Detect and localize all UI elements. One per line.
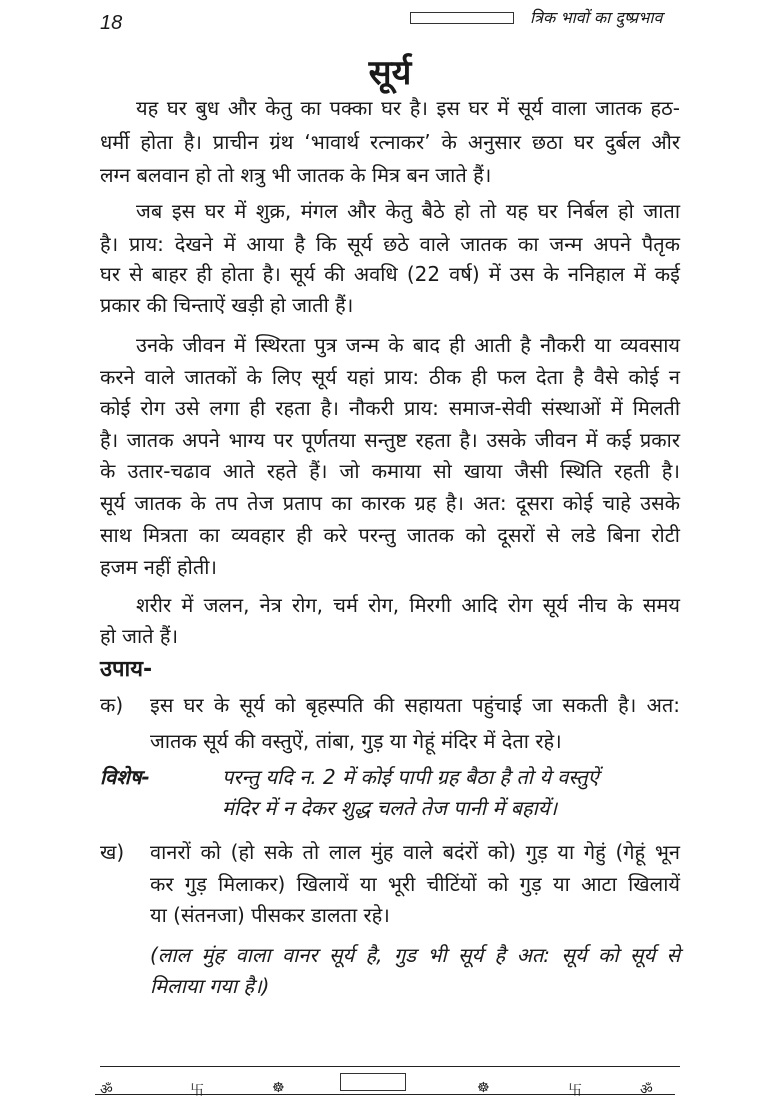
paragraph-line: लग्न बलवान हो तो शत्रु भी जातक के मित्र बन जाते हैं।	[100, 163, 492, 187]
chapter-title: सूर्य	[368, 53, 412, 93]
paragraph-line: हो जाते हैं।	[100, 624, 179, 648]
paragraph-line: है। जातक अपने भाग्य पर पूर्णतया सन्तुष्ट रहता है। उसके जीवन में कई प्रकार	[100, 428, 680, 452]
list-marker: ख)	[100, 840, 125, 864]
footer-top-rule	[100, 1066, 680, 1067]
paragraph-line: जब इस घर में शुक्र, मंगल और केतु बैठे हो तो यह घर निर्बल हो जाता	[136, 199, 680, 223]
running-title: त्रिक भावों का दुष्प्रभाव	[530, 8, 663, 27]
special-note-line: परन्तु यदि न. 2 में कोई पापी ग्रह बैठा है तो ये वस्तुऐं	[222, 765, 599, 789]
om-icon: ॐ	[100, 1082, 113, 1098]
ornament-icon: ☸	[272, 1080, 285, 1096]
paragraph-line: है। प्राय: देखने में आया है कि सूर्य छठे वाले जातक का जन्म अपने पैतृक	[100, 232, 680, 256]
paragraph-line: सूर्य जातक के तप तेज प्रताप का कारक ग्रह है। अत: दूसरा कोई चाहे उसके	[100, 491, 680, 515]
paragraph-line: उनके जीवन में स्थिरता पुत्र जन्म के बाद ही आती है नौकरी या व्यवसाय	[136, 333, 680, 357]
om-icon: ॐ	[640, 1082, 653, 1098]
paragraph-line: कोई रोग उसे लगा ही रहता है। नौकरी प्राय: समाज-सेवी संस्थाओं में मिलती	[100, 396, 680, 420]
paragraph-line: के उतार-चढाव आते रहते हैं। जो कमाया सो खाया जैसी स्थिति रहती है।	[100, 459, 680, 483]
paragraph-line: घर से बाहर ही होता है। सूर्य की अवधि (22 वर्ष) में उस के ननिहाल में कई	[100, 262, 680, 286]
footer-bottom-rule	[95, 1094, 675, 1095]
list-item-line: इस घर के सूर्य को बृहस्पति की सहायता पहुंचाई जा सकती है। अत:	[150, 693, 680, 717]
ornament-icon: ☸	[477, 1080, 490, 1096]
header-decorative-box	[410, 12, 514, 24]
list-item-line: वानरों को (हो सके तो लाल मुंह वाले बदंरों को) गुड़ या गेहुं (गेहूं भून	[150, 840, 680, 864]
footer-decorative-box	[340, 1073, 406, 1091]
swastika-icon: 卐	[190, 1083, 204, 1099]
page-number: 18	[100, 12, 123, 34]
paragraph-line: यह घर बुध और केतु का पक्का घर है। इस घर में सूर्य वाला जातक हठ-	[136, 96, 680, 120]
special-note-label: विशेष-	[100, 765, 150, 789]
remedies-heading: उपाय-	[100, 657, 153, 682]
special-note-line: मंदिर में न देकर शुद्ध चलते तेज पानी में बहायें।	[222, 796, 558, 820]
paragraph-line: साथ मित्रता का व्यवहार ही करे परन्तु जातक को दूसरों से लडे बिना रोटी	[100, 523, 680, 547]
list-item-line: कर गुड़ मिलाकर) खिलायें या भूरी चीटिंयों को गुड़ या आटा खिलायें	[150, 872, 680, 896]
paragraph-line: प्रकार की चिन्ताऐं खड़ी हो जाती हैं।	[100, 293, 354, 317]
list-marker: क)	[100, 693, 124, 717]
paragraph-line: धर्मी होता है। प्राचीन ग्रंथ ‘भावार्थ रत्नाकर’ के अनुसार छठा घर दुर्बल और	[100, 130, 680, 154]
swastika-icon: 卐	[568, 1083, 582, 1099]
paragraph-line: हजम नहीं होती।	[100, 555, 217, 579]
paragraph-line: करने वाले जातकों के लिए सूर्य यहां प्राय: ठीक ही फल देता है वैसे कोई न	[100, 365, 680, 389]
note-line: मिलाया गया है।)	[150, 974, 270, 998]
list-item-line: या (संतनजा) पीसकर डालता रहे।	[150, 903, 390, 927]
note-line: (लाल मुंह वाला वानर सूर्य है, गुड भी सूर्य है अत: सूर्य को सूर्य से	[150, 943, 680, 967]
paragraph-line: शरीर में जलन, नेत्र रोग, चर्म रोग, मिरगी आदि रोग सूर्य नीच के समय	[136, 593, 680, 617]
list-item-line: जातक सूर्य की वस्तुऐं, तांबा, गुड़ या गेहूं मंदिर में देता रहे।	[150, 729, 562, 753]
